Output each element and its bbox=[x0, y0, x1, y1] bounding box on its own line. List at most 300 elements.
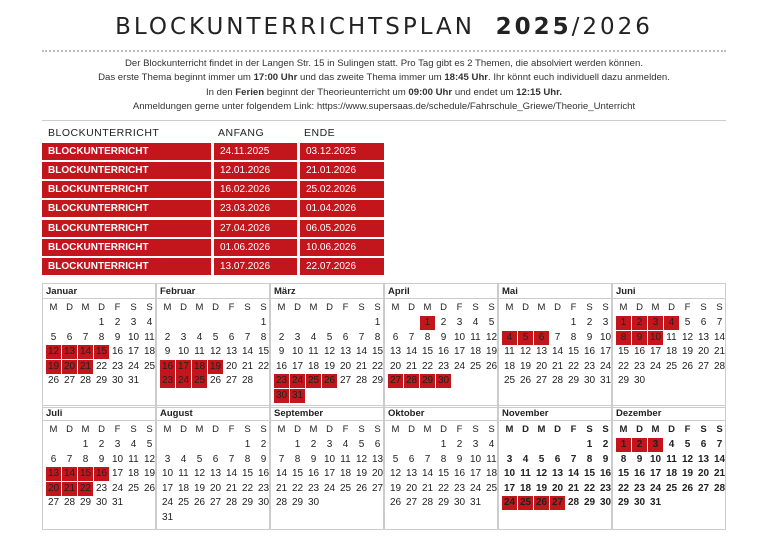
day-cell: 7 bbox=[82, 331, 89, 343]
weekday-header: S bbox=[602, 424, 609, 435]
dotted-divider bbox=[42, 50, 726, 52]
weekday-header: S bbox=[146, 424, 153, 435]
day-cell: 7 bbox=[66, 453, 73, 465]
weekday-header: M bbox=[309, 302, 318, 313]
day-cell: 21 bbox=[713, 346, 726, 358]
month-calendar bbox=[384, 405, 498, 530]
day-cell: 26 bbox=[355, 482, 368, 494]
day-cell: 24 bbox=[649, 360, 662, 372]
intro-holidays: Ferien bbox=[235, 86, 265, 98]
day-cell: 25 bbox=[503, 375, 516, 387]
row-start: 01.06.2026 bbox=[214, 239, 297, 256]
day-cell: 17 bbox=[649, 346, 662, 358]
row-start: 27.04.2026 bbox=[214, 220, 297, 237]
day-cell: 8 bbox=[570, 331, 577, 343]
day-cell: 21 bbox=[405, 360, 418, 372]
title-year-bold: 2025 bbox=[495, 14, 572, 40]
month-calendar bbox=[270, 405, 384, 530]
day-cell: 22 bbox=[617, 482, 630, 494]
day-cell: 24 bbox=[111, 482, 124, 494]
table-row bbox=[42, 200, 384, 217]
day-cell: 21 bbox=[567, 482, 580, 494]
weekday-header: S bbox=[260, 424, 267, 435]
day-cell: 22 bbox=[583, 482, 596, 494]
weekday-header: D bbox=[294, 424, 301, 435]
day-cell-highlighted: 23 bbox=[275, 375, 288, 387]
day-cell: 29 bbox=[241, 497, 254, 509]
day-cell: 2 bbox=[456, 439, 463, 450]
day-cell: 10 bbox=[127, 331, 140, 343]
day-cell: 8 bbox=[586, 453, 593, 465]
day-cell-highlighted: 16 bbox=[161, 360, 174, 372]
day-cell: 3 bbox=[602, 317, 609, 328]
row-name: BLOCKUNTERRICHT bbox=[42, 181, 211, 198]
day-cell: 22 bbox=[567, 360, 580, 372]
weekday-header: M bbox=[49, 424, 58, 435]
day-cell-highlighted: 3 bbox=[648, 438, 663, 452]
day-cell: 2 bbox=[164, 331, 171, 343]
day-cell: 31 bbox=[649, 497, 662, 509]
day-cell-highlighted: 21 bbox=[63, 482, 76, 494]
day-cell: 19 bbox=[535, 482, 548, 494]
row-end: 06.05.2026 bbox=[300, 220, 384, 237]
day-cell-highlighted: 8 bbox=[616, 331, 631, 345]
day-cell: 9 bbox=[636, 453, 643, 465]
day-cell: 18 bbox=[665, 346, 678, 358]
day-cell: 14 bbox=[567, 468, 580, 480]
day-cell: 3 bbox=[164, 453, 171, 465]
day-cell: 23 bbox=[111, 360, 124, 372]
weekday-header: M bbox=[651, 424, 660, 435]
day-cell: 1 bbox=[570, 317, 577, 328]
day-cell: 11 bbox=[470, 331, 481, 343]
day-cell: 3 bbox=[294, 331, 301, 343]
day-cell: 11 bbox=[666, 331, 677, 343]
weekday-header: S bbox=[358, 424, 365, 435]
day-cell: 10 bbox=[177, 346, 190, 358]
weekday-header: D bbox=[180, 302, 187, 313]
day-cell: 15 bbox=[583, 468, 596, 480]
weekday-header: M bbox=[423, 424, 432, 435]
day-cell: 3 bbox=[130, 317, 137, 328]
day-cell: 10 bbox=[599, 331, 612, 343]
day-cell: 28 bbox=[421, 497, 434, 509]
day-cell: 18 bbox=[177, 482, 190, 494]
day-cell: 11 bbox=[128, 453, 139, 465]
day-cell: 12 bbox=[193, 468, 206, 480]
intro-text-part: . Ihr könnt euch individuell dazu anmelden. bbox=[488, 72, 670, 84]
day-cell-highlighted: 5 bbox=[518, 331, 533, 345]
weekday-header: S bbox=[586, 424, 593, 435]
day-cell: 8 bbox=[98, 331, 105, 343]
weekday-header: S bbox=[244, 302, 251, 313]
day-cell-highlighted: 14 bbox=[79, 346, 92, 358]
day-cell: 5 bbox=[392, 453, 399, 465]
day-cell: 8 bbox=[440, 453, 447, 465]
month-calendar bbox=[42, 283, 156, 408]
day-cell: 29 bbox=[371, 375, 384, 387]
day-cell: 2 bbox=[260, 439, 267, 450]
intro-text-part: Das erste Thema beginnt immer um bbox=[98, 72, 254, 84]
day-cell: 16 bbox=[453, 468, 466, 480]
day-cell: 25 bbox=[485, 482, 498, 494]
day-cell: 27 bbox=[371, 482, 384, 494]
day-cell: 4 bbox=[342, 439, 349, 450]
day-cell: 19 bbox=[143, 468, 156, 480]
day-cell: 3 bbox=[506, 453, 513, 465]
day-cell: 24 bbox=[453, 360, 466, 372]
day-cell: 29 bbox=[583, 497, 596, 509]
weekday-header: D bbox=[294, 302, 301, 313]
weekday-header: S bbox=[586, 302, 593, 313]
day-cell: 12 bbox=[681, 331, 694, 343]
day-cell-highlighted: 13 bbox=[63, 346, 76, 358]
day-cell: 22 bbox=[241, 482, 254, 494]
day-cell: 6 bbox=[50, 453, 57, 465]
day-cell: 30 bbox=[257, 497, 270, 509]
day-cell: 27 bbox=[225, 375, 238, 387]
day-cell: 23 bbox=[95, 482, 108, 494]
day-cell: 31 bbox=[469, 497, 482, 509]
day-cell: 12 bbox=[681, 453, 694, 465]
day-cell: 11 bbox=[486, 453, 497, 465]
weekday-header: S bbox=[700, 424, 707, 435]
day-cell: 31 bbox=[127, 375, 140, 387]
day-cell: 4 bbox=[472, 317, 479, 328]
weekday-header: D bbox=[98, 302, 105, 313]
day-cell: 24 bbox=[599, 360, 612, 372]
day-cell: 14 bbox=[551, 346, 564, 358]
day-cell: 16 bbox=[307, 468, 320, 480]
day-cell: 15 bbox=[371, 346, 384, 358]
day-cell: 11 bbox=[144, 331, 155, 343]
day-cell: 13 bbox=[535, 346, 548, 358]
day-cell: 30 bbox=[583, 375, 596, 387]
day-cell: 25 bbox=[127, 482, 140, 494]
col-header-start: ANFANG bbox=[218, 127, 265, 139]
day-cell: 9 bbox=[164, 346, 171, 358]
day-cell: 26 bbox=[389, 497, 402, 509]
title-year-rest: /2026 bbox=[571, 14, 653, 40]
day-cell: 30 bbox=[111, 375, 124, 387]
day-cell: 20 bbox=[697, 346, 710, 358]
weekday-header: S bbox=[488, 424, 495, 435]
day-cell: 29 bbox=[95, 375, 108, 387]
day-cell: 12 bbox=[355, 453, 368, 465]
day-cell: 6 bbox=[374, 439, 381, 450]
day-cell: 4 bbox=[668, 439, 675, 450]
weekday-header: S bbox=[602, 302, 609, 313]
day-cell: 13 bbox=[339, 346, 352, 358]
day-cell: 12 bbox=[389, 468, 402, 480]
day-cell: 8 bbox=[424, 331, 431, 343]
day-cell: 22 bbox=[437, 482, 450, 494]
day-cell: 13 bbox=[405, 468, 418, 480]
day-cell: 20 bbox=[371, 468, 384, 480]
table-row bbox=[42, 162, 384, 179]
intro-text-part: In den bbox=[205, 86, 236, 98]
day-cell: 10 bbox=[323, 453, 336, 465]
day-cell: 6 bbox=[66, 331, 73, 343]
day-cell: 23 bbox=[599, 482, 612, 494]
row-start: 23.03.2026 bbox=[214, 200, 297, 217]
day-cell: 22 bbox=[617, 360, 630, 372]
weekday-header: D bbox=[66, 424, 73, 435]
table-row bbox=[42, 258, 384, 275]
day-cell: 29 bbox=[437, 497, 450, 509]
row-start: 13.07.2026 bbox=[214, 258, 297, 275]
weekday-header: D bbox=[668, 424, 675, 435]
day-cell-highlighted: 12 bbox=[47, 346, 60, 358]
month-calendar bbox=[156, 283, 270, 408]
day-cell: 12 bbox=[209, 346, 222, 358]
day-cell: 7 bbox=[278, 453, 285, 465]
day-cell-highlighted: 20 bbox=[47, 482, 60, 494]
title-text: BLOCKUNTERRICHTSPLAN bbox=[115, 14, 475, 40]
day-cell: 16 bbox=[257, 468, 270, 480]
day-cell: 5 bbox=[488, 317, 495, 328]
day-cell-highlighted: 30 bbox=[275, 390, 288, 401]
day-cell-highlighted: 1 bbox=[616, 316, 631, 330]
day-cell: 16 bbox=[583, 346, 596, 358]
day-cell: 18 bbox=[665, 468, 678, 480]
day-cell: 17 bbox=[599, 346, 612, 358]
day-cell: 20 bbox=[405, 482, 418, 494]
day-cell-highlighted: 14 bbox=[63, 468, 76, 480]
day-cell: 15 bbox=[617, 468, 630, 480]
day-cell: 3 bbox=[326, 439, 333, 450]
month-calendar bbox=[156, 405, 270, 530]
day-cell: 15 bbox=[567, 346, 580, 358]
day-cell: 5 bbox=[684, 439, 691, 450]
day-cell: 2 bbox=[278, 331, 285, 343]
day-cell: 6 bbox=[392, 331, 399, 343]
day-cell: 27 bbox=[63, 375, 76, 387]
day-cell-highlighted: 26 bbox=[323, 375, 336, 387]
day-cell-highlighted: 19 bbox=[47, 360, 60, 372]
weekday-header: S bbox=[374, 424, 381, 435]
day-cell: 17 bbox=[469, 468, 482, 480]
day-cell: 16 bbox=[633, 468, 646, 480]
weekday-header: D bbox=[180, 424, 187, 435]
day-cell: 7 bbox=[228, 453, 235, 465]
day-cell-highlighted: 2 bbox=[632, 316, 647, 330]
day-cell: 15 bbox=[291, 468, 304, 480]
day-cell: 11 bbox=[308, 346, 319, 358]
day-cell: 14 bbox=[713, 331, 726, 343]
day-cell: 8 bbox=[260, 331, 267, 343]
day-cell: 20 bbox=[535, 360, 548, 372]
day-cell: 9 bbox=[602, 453, 609, 465]
weekday-header: S bbox=[358, 302, 365, 313]
weekday-header: M bbox=[391, 302, 400, 313]
day-cell: 10 bbox=[453, 331, 466, 343]
day-cell: 20 bbox=[209, 482, 222, 494]
weekday-header: M bbox=[195, 424, 204, 435]
day-cell: 21 bbox=[241, 360, 254, 372]
day-cell: 18 bbox=[127, 468, 140, 480]
day-cell: 26 bbox=[47, 375, 60, 387]
day-cell: 28 bbox=[225, 497, 238, 509]
day-cell-highlighted: 30 bbox=[437, 375, 450, 387]
day-cell: 7 bbox=[358, 331, 365, 343]
weekday-header: F bbox=[570, 302, 577, 313]
day-cell: 4 bbox=[180, 453, 187, 465]
day-cell-highlighted: 13 bbox=[47, 468, 60, 480]
col-header-end: ENDE bbox=[304, 127, 336, 139]
day-cell: 26 bbox=[681, 482, 694, 494]
page-title bbox=[0, 14, 768, 40]
row-end: 01.04.2026 bbox=[300, 200, 384, 217]
day-cell: 6 bbox=[408, 453, 415, 465]
day-cell: 14 bbox=[355, 346, 368, 358]
day-cell: 8 bbox=[244, 453, 251, 465]
day-cell-highlighted: 3 bbox=[648, 316, 663, 330]
day-cell: 16 bbox=[111, 346, 124, 358]
day-cell: 22 bbox=[257, 360, 270, 372]
day-cell: 1 bbox=[260, 317, 267, 328]
day-cell: 7 bbox=[716, 317, 723, 328]
day-cell: 25 bbox=[177, 497, 190, 509]
day-cell: 5 bbox=[212, 331, 219, 343]
weekday-header: M bbox=[163, 424, 172, 435]
day-cell: 18 bbox=[339, 468, 352, 480]
day-cell-highlighted: 18 bbox=[193, 360, 206, 372]
day-cell: 27 bbox=[535, 375, 548, 387]
day-cell: 14 bbox=[405, 346, 418, 358]
day-cell: 10 bbox=[649, 453, 662, 465]
weekday-header: M bbox=[619, 424, 628, 435]
day-cell-highlighted: 20 bbox=[63, 360, 76, 372]
weekday-header: M bbox=[651, 302, 660, 313]
day-cell: 17 bbox=[291, 360, 304, 372]
day-cell: 23 bbox=[633, 482, 646, 494]
weekday-header: D bbox=[440, 302, 447, 313]
day-cell: 9 bbox=[310, 453, 317, 465]
weekday-header: D bbox=[408, 302, 415, 313]
day-cell: 30 bbox=[307, 497, 320, 509]
day-cell: 19 bbox=[389, 482, 402, 494]
day-cell: 18 bbox=[143, 346, 156, 358]
day-cell: 5 bbox=[146, 439, 153, 450]
weekday-header: S bbox=[716, 424, 723, 435]
day-cell-highlighted: 4 bbox=[664, 316, 679, 330]
weekday-header: F bbox=[570, 424, 577, 435]
weekday-header: D bbox=[326, 302, 333, 313]
day-cell-highlighted: 27 bbox=[389, 375, 402, 387]
day-cell: 24 bbox=[469, 482, 482, 494]
day-cell: 23 bbox=[437, 360, 450, 372]
day-cell: 7 bbox=[716, 439, 723, 450]
weekday-header: F bbox=[684, 302, 691, 313]
weekday-header: M bbox=[49, 302, 58, 313]
day-cell: 30 bbox=[633, 497, 646, 509]
row-start: 12.01.2026 bbox=[214, 162, 297, 179]
day-cell: 21 bbox=[421, 482, 434, 494]
day-cell: 19 bbox=[681, 468, 694, 480]
day-cell: 21 bbox=[713, 468, 726, 480]
day-cell-highlighted: 25 bbox=[193, 375, 206, 387]
col-header-name: BLOCKUNTERRICHT bbox=[48, 127, 160, 139]
intro-time-2: 18:45 Uhr bbox=[444, 72, 489, 84]
weekday-header: M bbox=[81, 302, 90, 313]
day-cell: 30 bbox=[633, 375, 646, 387]
weekday-header: M bbox=[391, 424, 400, 435]
day-cell: 2 bbox=[440, 317, 447, 328]
weekday-header: D bbox=[554, 424, 561, 435]
day-cell-highlighted: 9 bbox=[632, 331, 647, 345]
day-cell: 21 bbox=[551, 360, 564, 372]
table-row bbox=[42, 143, 384, 160]
weekday-header: F bbox=[342, 302, 349, 313]
day-cell: 17 bbox=[161, 482, 174, 494]
day-cell: 4 bbox=[130, 439, 137, 450]
divider bbox=[42, 120, 726, 121]
day-cell: 9 bbox=[456, 453, 463, 465]
month-name: Oktober bbox=[385, 406, 497, 421]
day-cell: 22 bbox=[421, 360, 434, 372]
day-cell: 28 bbox=[713, 360, 726, 372]
day-cell: 19 bbox=[355, 468, 368, 480]
day-cell: 15 bbox=[437, 468, 450, 480]
day-cell: 8 bbox=[294, 453, 301, 465]
day-cell: 31 bbox=[111, 497, 124, 509]
day-cell: 2 bbox=[114, 317, 121, 328]
day-cell: 17 bbox=[323, 468, 336, 480]
day-cell: 13 bbox=[551, 468, 564, 480]
day-cell: 21 bbox=[225, 482, 238, 494]
day-cell: 18 bbox=[503, 360, 516, 372]
day-cell: 28 bbox=[551, 375, 564, 387]
day-cell: 28 bbox=[355, 375, 368, 387]
weekday-header: D bbox=[554, 302, 561, 313]
day-cell: 1 bbox=[98, 317, 105, 328]
day-cell: 31 bbox=[161, 512, 174, 523]
weekday-header: F bbox=[114, 302, 121, 313]
day-cell: 2 bbox=[602, 439, 609, 450]
day-cell: 10 bbox=[291, 346, 304, 358]
month-calendar bbox=[498, 283, 612, 408]
day-cell: 24 bbox=[127, 360, 140, 372]
day-cell: 24 bbox=[649, 482, 662, 494]
weekday-header: D bbox=[66, 302, 73, 313]
day-cell: 18 bbox=[469, 346, 482, 358]
weekday-header: S bbox=[130, 424, 137, 435]
day-cell: 12 bbox=[485, 331, 498, 343]
day-cell: 9 bbox=[114, 331, 121, 343]
weekday-header: M bbox=[195, 302, 204, 313]
day-cell: 24 bbox=[161, 497, 174, 509]
intro-time-3: 09:00 Uhr bbox=[408, 86, 453, 98]
row-name: BLOCKUNTERRICHT bbox=[42, 143, 211, 160]
table-row bbox=[42, 220, 384, 237]
day-cell: 30 bbox=[599, 497, 612, 509]
day-cell: 18 bbox=[307, 360, 320, 372]
day-cell: 11 bbox=[340, 453, 351, 465]
weekday-header: F bbox=[456, 424, 463, 435]
day-cell: 20 bbox=[225, 360, 238, 372]
day-cell: 20 bbox=[697, 468, 710, 480]
day-cell: 13 bbox=[389, 346, 402, 358]
intro-text-part: und endet um bbox=[452, 86, 517, 98]
weekday-header: D bbox=[98, 424, 105, 435]
day-cell-highlighted: 15 bbox=[95, 346, 108, 358]
day-cell: 5 bbox=[358, 439, 365, 450]
day-cell: 25 bbox=[665, 360, 678, 372]
day-cell: 5 bbox=[50, 331, 57, 343]
day-cell: 25 bbox=[665, 482, 678, 494]
day-cell: 2 bbox=[310, 439, 317, 450]
